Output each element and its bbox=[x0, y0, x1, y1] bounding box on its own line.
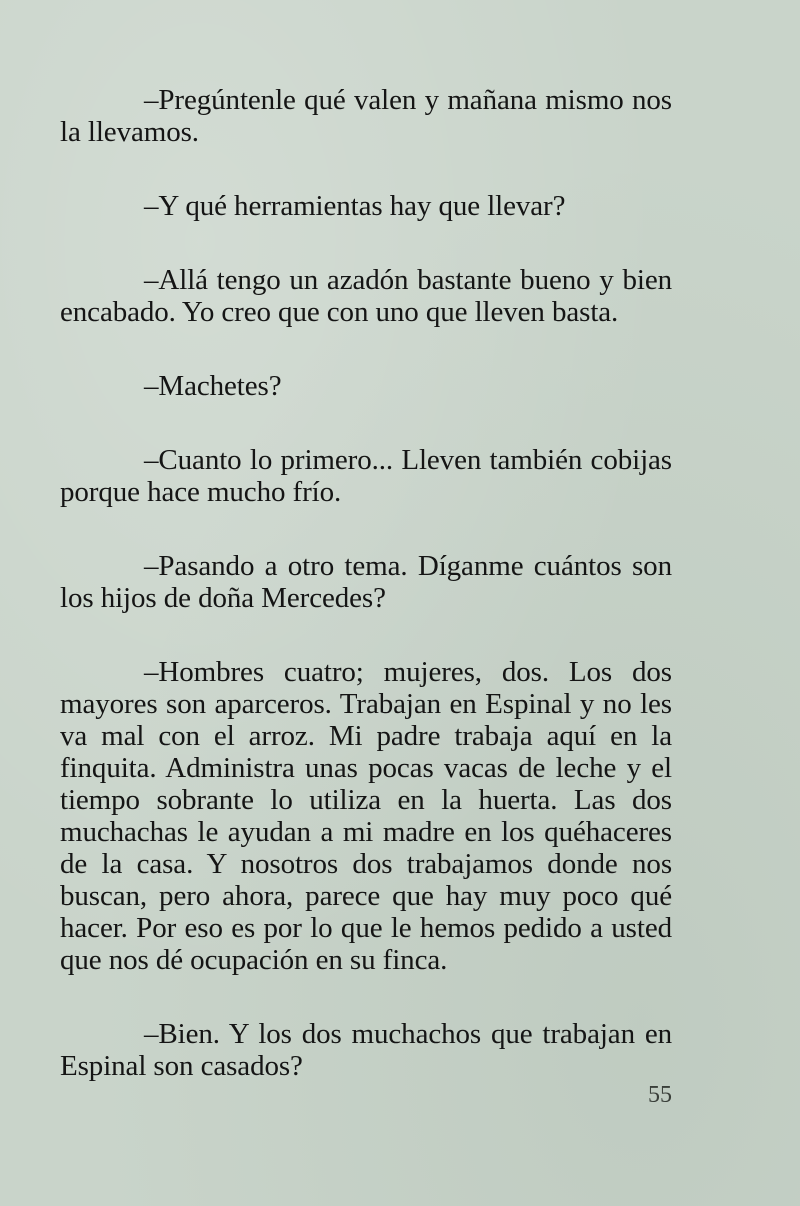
page-text bbox=[60, 84, 672, 1082]
paragraph: –Allá tengo un azadón bastante bueno y bien encabado. Yo creo que con uno que lleven basta. bbox=[60, 264, 672, 328]
page-number: 55 bbox=[648, 1082, 672, 1108]
paragraph: –Pasando a otro tema. Díganme cuántos son los hijos de doña Mercedes? bbox=[60, 550, 672, 614]
paragraph: –Y qué herramientas hay que llevar? bbox=[144, 190, 566, 222]
paragraph: –Bien. Y los dos muchachos que trabajan en Espinal son casados? bbox=[60, 1018, 672, 1082]
paragraph: –Machetes? bbox=[144, 370, 282, 402]
paragraph: –Cuanto lo primero... Lleven también cobijas porque hace mucho frío. bbox=[60, 444, 672, 508]
paragraph: –Hombres cuatro; mujeres, dos. Los dos mayores son aparceros. Trabajan en Espinal y no les va mal con el arroz. Mi padre trabaja aquí en la finquita. Administra unas pocas vacas de leche y el tiempo sobrante lo utiliza en la huerta. Las dos muchachas le ayudan a mi madre en los quéhaceres de la casa. Y nosotros dos trabajamos donde nos buscan, pero ahora, parece que hay muy poco qué hacer. Por eso es por lo que le hemos pedido a usted que nos dé ocupación en su finca. bbox=[60, 656, 672, 976]
paragraph: –Pregúntenle qué valen y mañana mismo nos la llevamos. bbox=[60, 84, 672, 148]
